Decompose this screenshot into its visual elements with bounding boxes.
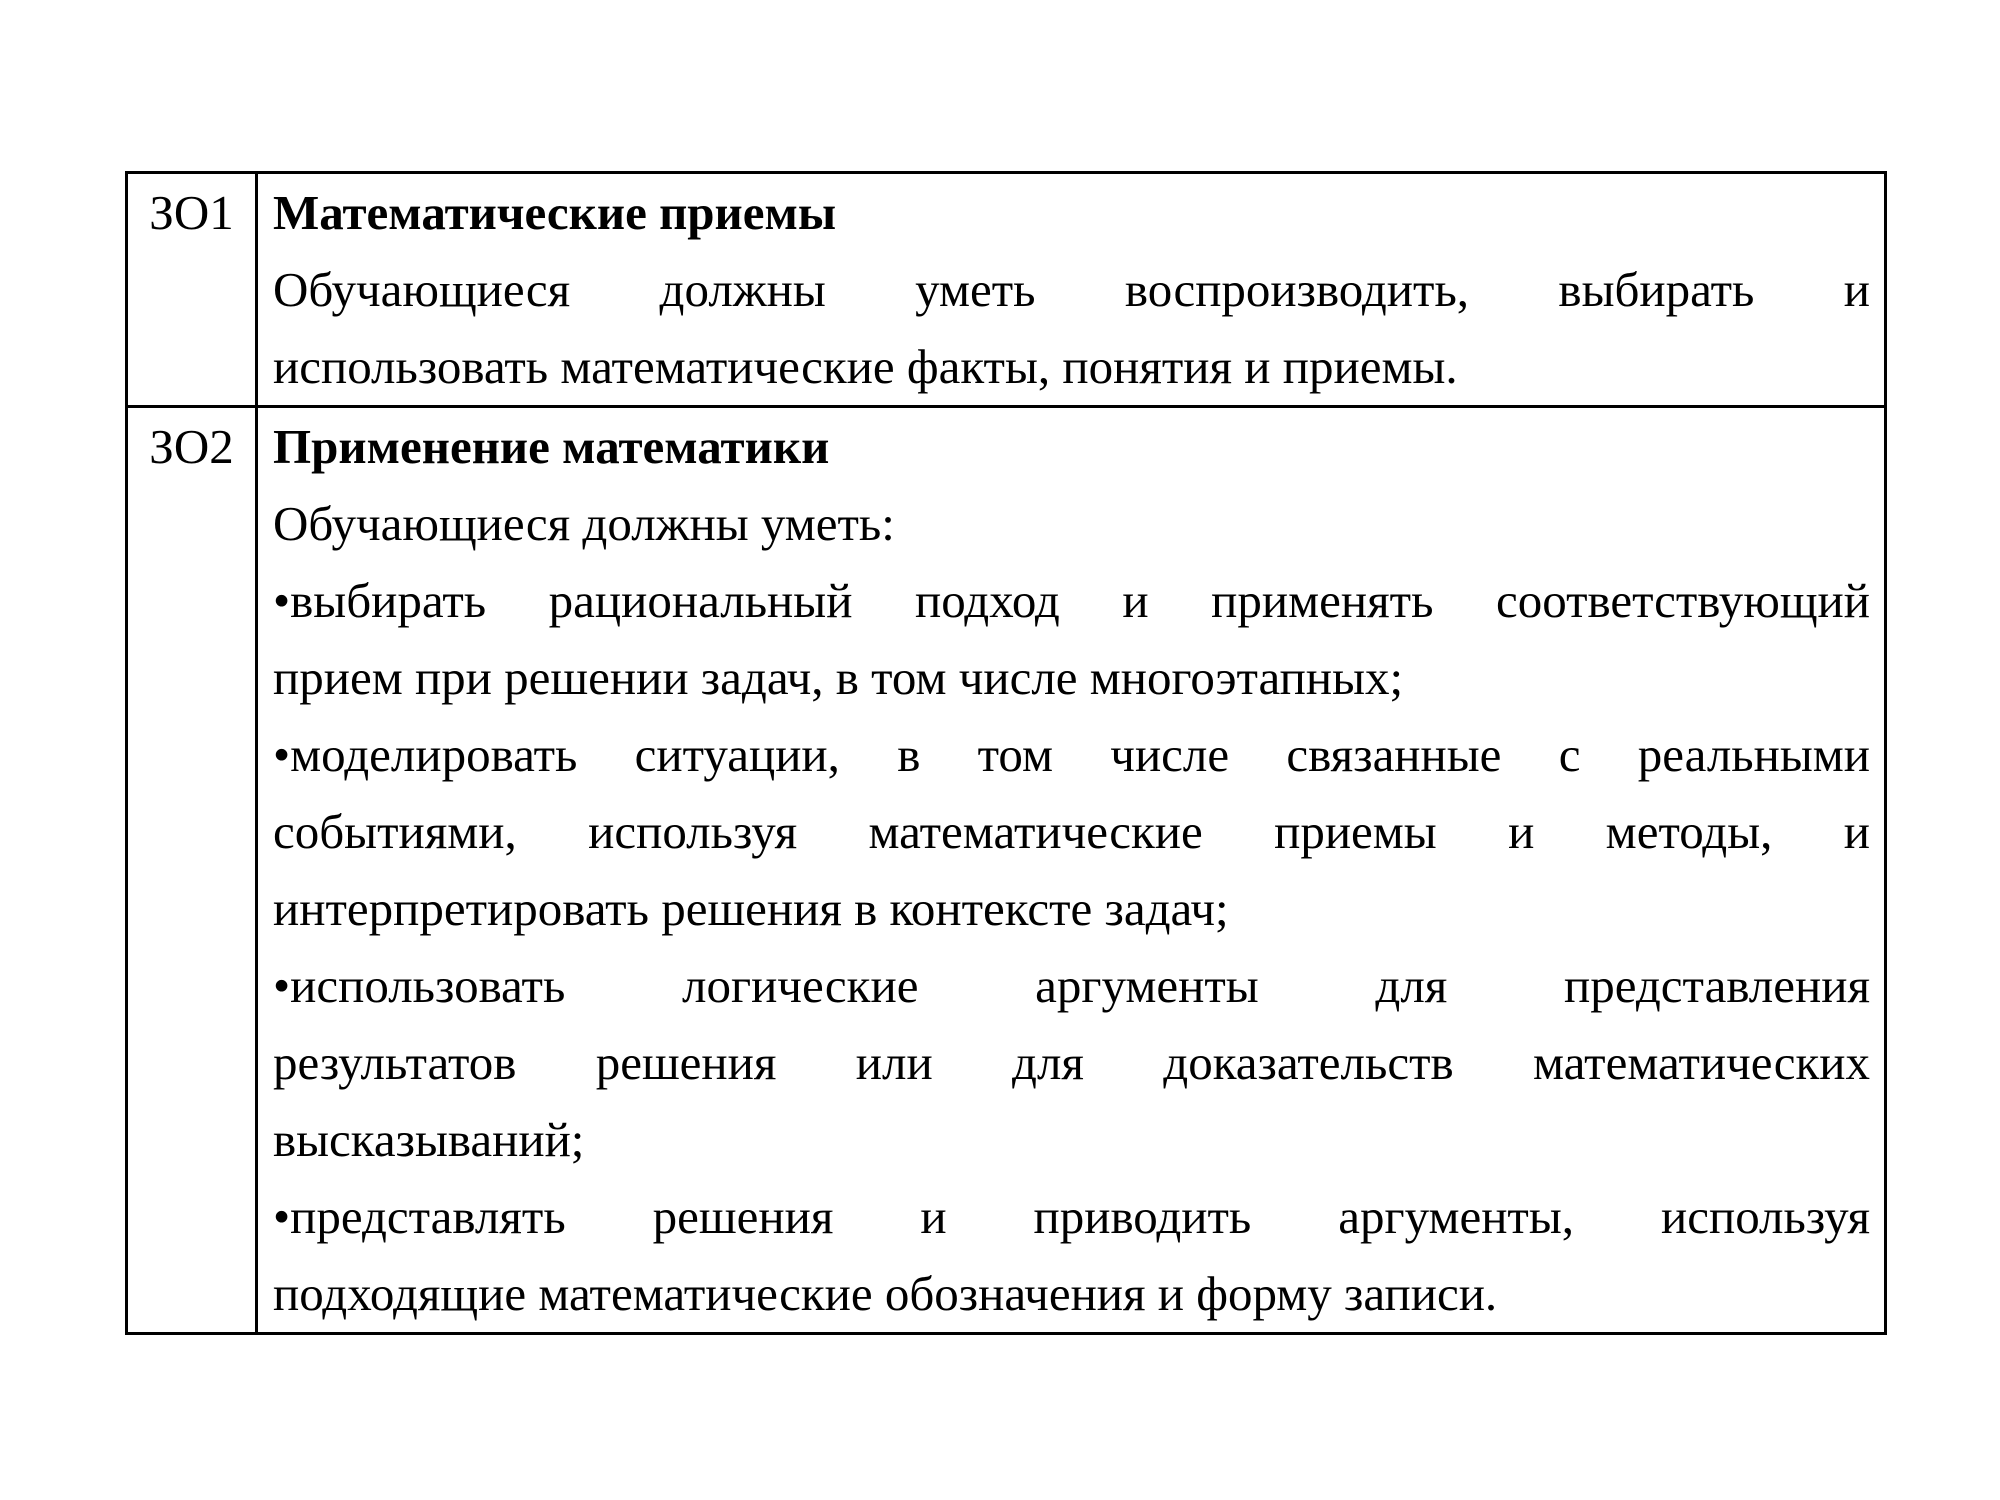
bullet-item [273,562,1870,639]
bullet-icon: • [273,1189,291,1244]
bullet-icon: • [273,573,291,628]
outcome-text-line: использовать математические факты, понятия и приемы. [273,339,1458,394]
bullet-text-line: результатов решения или для доказательств математических [273,1035,1870,1090]
bullet-item [273,947,1870,1024]
bullet-item [273,716,1870,793]
bullet-text-line: интерпретировать решения в контексте задач; [273,881,1229,936]
bullet-text-line: подходящие математические обозначения и форму записи. [273,1266,1498,1321]
table-row [127,173,1886,407]
bullet-item [273,1178,1870,1255]
outcome-content [257,173,1886,407]
outcome-code: ЗО2 [127,407,257,1334]
bullet-text-line: выбирать рациональный подход и применять соответствующий [290,573,1870,628]
bullet-icon: • [273,727,291,782]
bullet-text-line: представлять решения и приводить аргументы, используя [290,1189,1870,1244]
outcome-text-line: Обучающиеся должны уметь воспроизводить, выбирать и [273,262,1870,317]
bullet-text-line: прием при решении задач, в том числе многоэтапных; [273,650,1404,705]
outcome-code: ЗО1 [127,173,257,407]
bullet-icon: • [273,958,291,1013]
bullet-text-line: моделировать ситуации, в том числе связанные с реальными [290,727,1870,782]
outcome-content [257,407,1886,1334]
outcomes-table [125,171,1887,1335]
bullet-text-line: событиями, используя математические приемы и методы, и [273,804,1870,859]
bullet-text-line: высказываний; [273,1112,585,1167]
bullet-text-line: использовать логические аргументы для представления [290,958,1870,1013]
outcome-intro: Обучающиеся должны уметь: [273,496,895,551]
outcome-title: Применение математики [273,419,830,474]
table-row [127,407,1886,1334]
outcome-title: Математические приемы [273,185,837,240]
